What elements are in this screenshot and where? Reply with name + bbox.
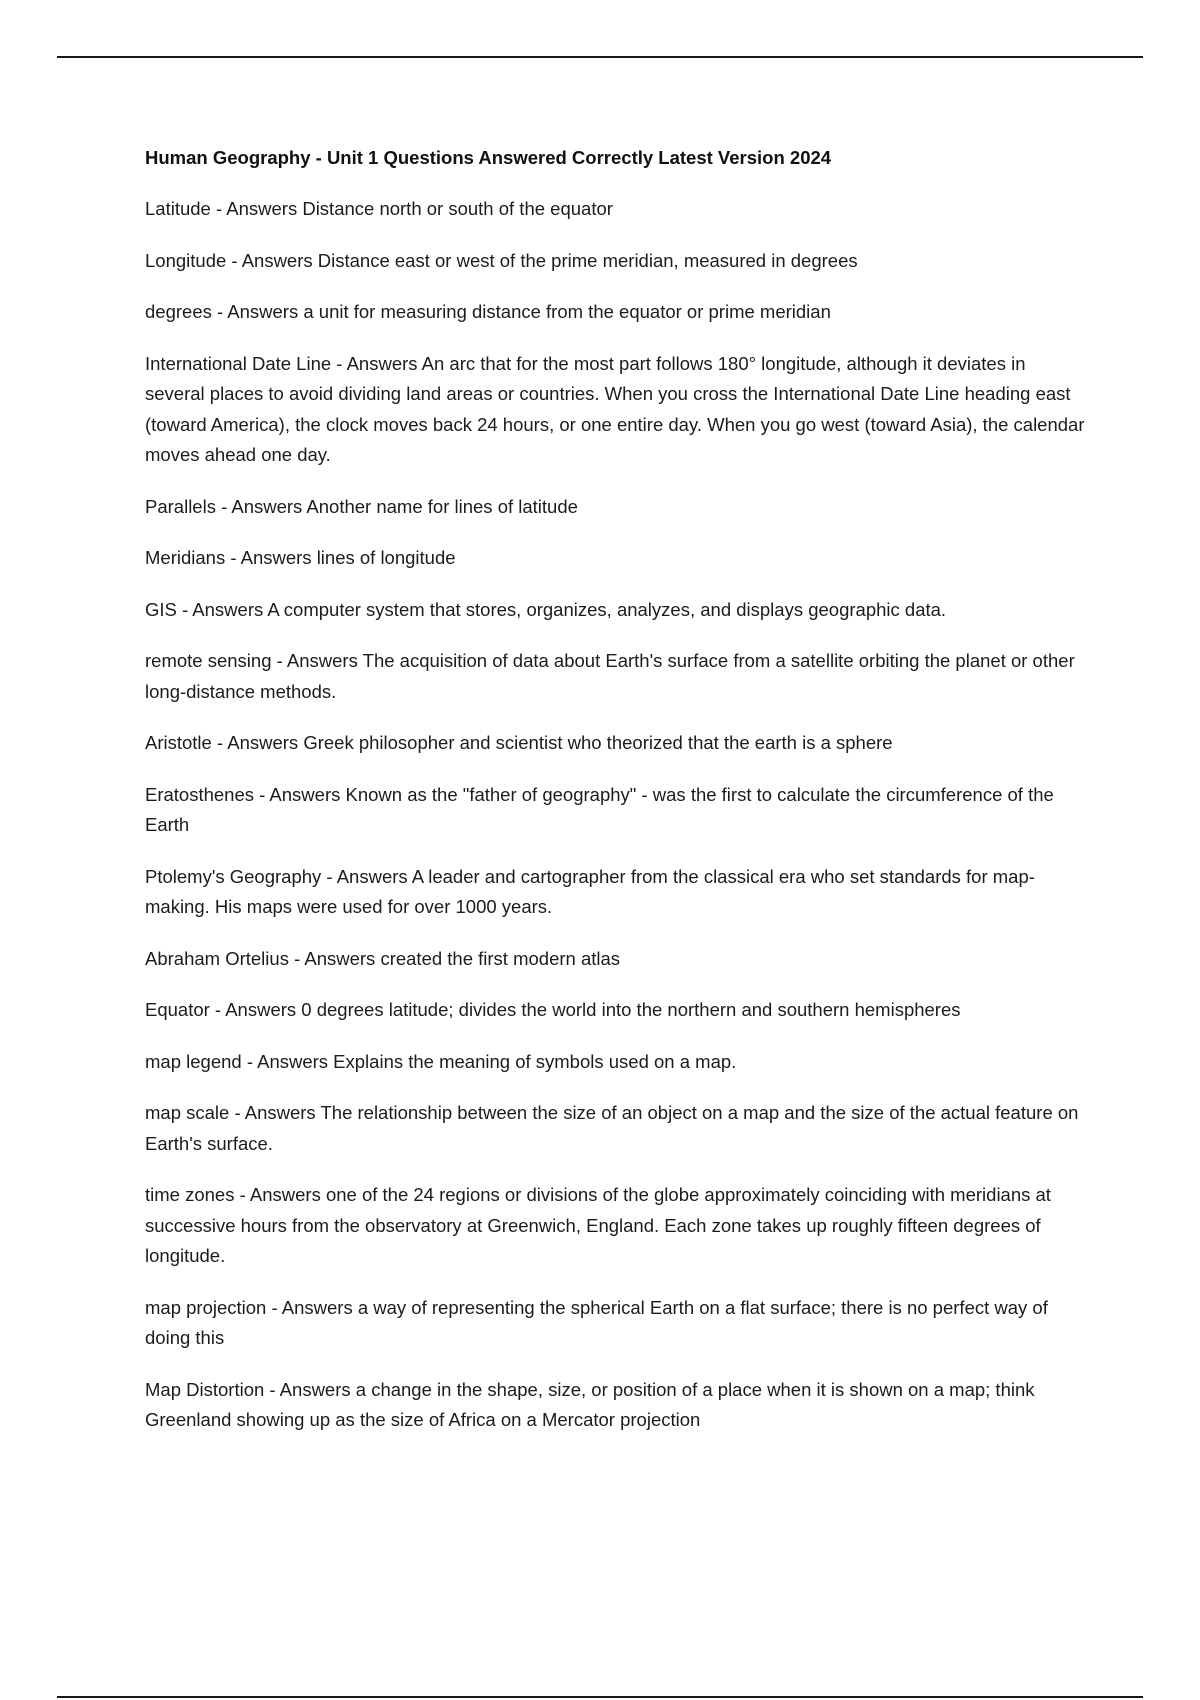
entry-remote-sensing: remote sensing - Answers The acquisition of data about Earth's surface from a satellite orbiting the planet or other long-distance methods. <box>145 650 1075 702</box>
entry-meridians: Meridians - Answers lines of longitude <box>145 547 456 568</box>
entry-equator: Equator - Answers 0 degrees latitude; divides the world into the northern and southern hemispheres <box>145 999 961 1020</box>
entry-map-legend: map legend - Answers Explains the meaning of symbols used on a map. <box>145 1050 737 1072</box>
entry-gis: GIS - Answers A computer system that stores, organizes, analyzes, and displays geographic data. <box>145 598 947 620</box>
entry-latitude: Latitude - Answers Distance north or south of the equator <box>145 198 613 219</box>
entry-abraham-ortelius: Abraham Ortelius - Answers created the first modern atlas <box>145 947 621 969</box>
entry-map-projection: map projection - Answers a way of representing the spherical Earth on a flat surface; there is no perfect way of doing this <box>145 1296 1048 1348</box>
entry-eratosthenes: Eratosthenes - Answers Known as the "father of geography" - was the first to calculate the circumference of the Earth <box>145 783 1054 835</box>
entry-time-zones: time zones - Answers one of the 24 regions or divisions of the globe approximately coinciding with meridians at successive hours from the observatory at Greenwich, England. Each zone takes up roughly fifteen degrees of longitude. <box>145 1184 1051 1266</box>
entry-map-distortion: Map Distortion - Answers a change in the shape, size, or position of a place when it is shown on a map; think Greenland showing up as the size of Africa on a Mercator projection <box>145 1378 1035 1430</box>
entry-aristotle: Aristotle - Answers Greek philosopher and scientist who theorized that the earth is a sphere <box>145 732 893 753</box>
header-rule <box>57 56 1143 58</box>
entry-degrees: degrees - Answers a unit for measuring distance from the equator or prime meridian <box>145 301 831 322</box>
document-body <box>145 143 1085 1457</box>
document-title: Human Geography - Unit 1 Questions Answered Correctly Latest Version 2024 <box>145 147 832 168</box>
footer-rule <box>57 1696 1143 1698</box>
entry-map-scale: map scale - Answers The relationship between the size of an object on a map and the size of the actual feature on Earth's surface. <box>145 1102 1079 1154</box>
entry-parallels: Parallels - Answers Another name for lines of latitude <box>145 495 578 517</box>
entry-international-date-line: International Date Line - Answers An arc that for the most part follows 180° longitude, although it deviates in several places to avoid dividing land areas or countries. When you cross the International Date Line heading east (toward America), the clock moves back 24 hours, or one entire day. When you go west (toward Asia), the calendar moves ahead one day. <box>145 352 1085 465</box>
entry-ptolemys-geography: Ptolemy's Geography - Answers A leader and cartographer from the classical era who set standards for map-making. His maps were used for over 1000 years. <box>145 865 1035 917</box>
entry-longitude: Longitude - Answers Distance east or west of the prime meridian, measured in degrees <box>145 249 858 271</box>
